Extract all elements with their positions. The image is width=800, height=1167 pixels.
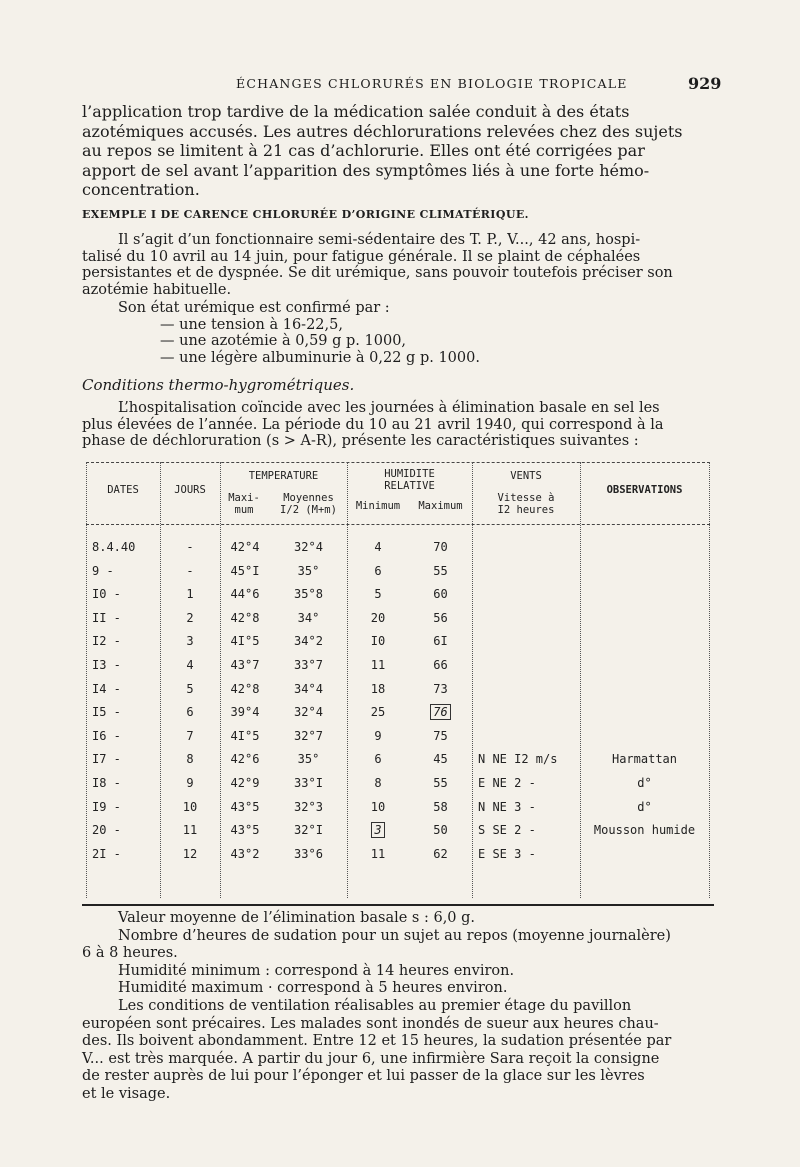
cell-jour: 3 xyxy=(186,634,194,649)
cell-vent: N NE 3 - xyxy=(478,799,536,814)
after-paragraph xyxy=(82,910,722,1104)
text-line: Les conditions de ventilation réalisables au premier étage du pavillon xyxy=(118,997,632,1014)
boxed-value: 76 xyxy=(430,704,450,720)
cell-hmax: 45 xyxy=(433,752,448,767)
cell-max: 42°8 xyxy=(230,610,260,625)
page-number: 929 xyxy=(688,74,722,93)
cell-jour: 7 xyxy=(186,728,194,743)
text-line: concentration. xyxy=(82,180,200,199)
cell-min: 5 xyxy=(374,587,382,602)
cell-vent: E NE 2 - xyxy=(478,776,536,790)
cell-max: 42°9 xyxy=(230,776,260,790)
table-row xyxy=(82,634,714,654)
cell-max: 43°5 xyxy=(230,799,260,814)
cell-jour: 12 xyxy=(182,846,198,861)
cell-date: I8 - xyxy=(92,776,121,790)
confirm-item: — une légère albuminurie à 0,22 g p. 1000. xyxy=(160,349,480,366)
cell-jour: 8 xyxy=(186,752,194,767)
cell-jour: 2 xyxy=(186,610,194,625)
cell-date: I7 - xyxy=(92,752,121,767)
text-line: Il s’agit d’un fonctionnaire semi-sédentaire des T. P., V..., 42 ans, hospi- xyxy=(118,232,641,248)
cell-jour: 6 xyxy=(186,705,194,720)
cell-date: II - xyxy=(92,610,121,625)
cell-min: 8 xyxy=(374,776,382,790)
running-title: ÉCHANGES CHLORURÉS EN BIOLOGIE TROPICALE xyxy=(236,76,628,91)
cell-date: 9 - xyxy=(92,563,114,578)
cell-date: 20 - xyxy=(92,823,121,838)
text-line: Humidité maximum · correspond à 5 heures environ. xyxy=(118,980,508,997)
cell-moy: 32°3 xyxy=(294,799,323,814)
cell-max: 43°7 xyxy=(230,658,260,672)
text-line: Nombre d’heures de sudation pour un sujet au repos (moyenne journalère) xyxy=(118,927,671,944)
cell-hmax: 62 xyxy=(433,846,448,861)
cell-moy: 35° xyxy=(297,563,320,578)
table-row xyxy=(82,587,714,607)
cell-hmax: 55 xyxy=(433,563,448,578)
table-row xyxy=(82,705,714,725)
text-line: Valeur moyenne de l’élimination basale s : 6,0 g. xyxy=(118,910,476,926)
cell-obs: d° xyxy=(637,799,652,814)
header-dates: DATES xyxy=(107,484,139,496)
header-vents: VENTS xyxy=(510,470,542,482)
cell-max: 45°I xyxy=(230,563,260,578)
confirm-item: — une azotémie à 0,59 g p. 1000, xyxy=(160,333,407,349)
header-temperature: TEMPERATURE xyxy=(248,470,319,482)
cell-jour: 1 xyxy=(186,587,194,602)
cell-date: I4 - xyxy=(92,681,121,696)
text-line: azotémiques accusés. Les autres déchlorurations relevées chez des sujets xyxy=(82,121,683,141)
confirm-intro: Son état urémique est confirmé par : xyxy=(118,300,390,316)
table-row xyxy=(82,658,714,678)
cell-moy: 34°2 xyxy=(294,634,323,649)
cell-hmax: 66 xyxy=(433,658,448,672)
cell-date: I2 - xyxy=(92,634,121,649)
table-row xyxy=(82,682,714,702)
cell-moy: 32°4 xyxy=(294,540,323,554)
cell-date: I6 - xyxy=(92,728,121,743)
cell-vent: E SE 3 - xyxy=(478,846,536,861)
table-row xyxy=(82,729,714,749)
cell-min: 25 xyxy=(370,705,386,720)
boxed-value: 3 xyxy=(371,822,384,838)
cell-hmax: 56 xyxy=(433,610,448,625)
cell-obs: Harmattan xyxy=(611,752,678,767)
cell-jour: - xyxy=(186,563,194,578)
cell-min: 6 xyxy=(374,752,382,767)
cell-min: 18 xyxy=(370,681,386,696)
cell-max: 42°8 xyxy=(230,681,260,696)
cell-date: I3 - xyxy=(92,658,121,672)
cell-jour: 5 xyxy=(186,681,194,696)
conditions-paragraph xyxy=(82,400,722,450)
header-observations: OBSERVATIONS xyxy=(606,484,683,496)
cell-moy: 35° xyxy=(297,752,320,767)
text-line: et le visage. xyxy=(82,1085,171,1102)
cell-jour: 9 xyxy=(186,776,194,790)
cell-jour: - xyxy=(186,540,194,554)
cell-hmax: 50 xyxy=(433,823,448,838)
cell-hmax: 55 xyxy=(433,776,448,790)
cell-min: 9 xyxy=(374,728,382,743)
header-temp-moy: Moyennes I/2 (M+m) xyxy=(280,492,337,516)
text-line: L’hospitalisation coïncide avec les journées à élimination basale en sel les xyxy=(118,400,660,416)
example-heading: EXEMPLE I DE CARENCE CHLORURÉE D’ORIGINE CLIMATÉRIQUE. xyxy=(82,208,529,221)
cell-moy: 34°4 xyxy=(294,681,323,696)
cell-hmax: 70 xyxy=(433,540,448,554)
running-header xyxy=(0,74,800,96)
cell-min: 6 xyxy=(374,563,382,578)
cell-vent: S SE 2 - xyxy=(478,823,536,838)
cell-min: 10 xyxy=(370,799,386,814)
cell-moy: 33°I xyxy=(294,776,323,790)
table-rule xyxy=(86,524,710,525)
text-line: persistantes et de dyspnée. Se dit urémique, sans pouvoir toutefois préciser son xyxy=(82,265,673,281)
cell-date: I0 - xyxy=(92,587,121,602)
cell-min: 20 xyxy=(370,610,386,625)
header-hum-min: Minimum xyxy=(355,500,401,512)
table-row xyxy=(82,540,714,560)
cell-hmax: 60 xyxy=(433,587,448,602)
table-row xyxy=(82,752,714,772)
table-row xyxy=(82,847,714,867)
cell-max: 42°6 xyxy=(230,752,260,767)
cell-hmax: 58 xyxy=(433,799,448,814)
cell-date: 2I - xyxy=(92,846,121,861)
header-jours: JOURS xyxy=(174,484,206,496)
table-row xyxy=(82,611,714,631)
text-line: des. Ils boivent abondamment. Entre 12 et 15 heures, la sudation présentée par xyxy=(82,1033,672,1050)
cell-hmax: 75 xyxy=(433,728,448,743)
cell-moy: 32°4 xyxy=(294,705,323,720)
cell-moy: 32°I xyxy=(294,823,323,838)
cell-min: I0 xyxy=(370,634,386,649)
cell-max: 43°5 xyxy=(230,823,260,838)
text-line: phase de déchloruration (s > A-R), présente les caractéristiques suivantes : xyxy=(82,433,639,449)
text-line: au repos se limitent à 21 cas d’achlorurie. Elles ont été corrigées par xyxy=(82,141,645,160)
cell-max: 4I°5 xyxy=(230,634,260,649)
table-rule xyxy=(86,462,710,463)
text-line: européen sont précaires. Les malades sont inondés de sueur aux heures chau- xyxy=(82,1015,659,1032)
cell-hmax xyxy=(409,705,472,719)
cell-min: 11 xyxy=(370,658,386,672)
header-hum-max: Maximum xyxy=(418,500,463,512)
intro-paragraph xyxy=(82,102,722,200)
text-line: de rester auprès de lui pour l’éponger et lui passer de la glace sur les lèvres xyxy=(82,1068,645,1085)
text-line: l’application trop tardive de la médication salée conduit à des états xyxy=(82,102,630,121)
cell-max: 39°4 xyxy=(230,705,260,720)
cell-vent: N NE I2 m/s xyxy=(478,752,558,767)
cell-moy: 34° xyxy=(297,610,320,625)
table-row xyxy=(82,564,714,584)
text-line: apport de sel avant l’apparition des symptômes liés à une forte hémo- xyxy=(82,160,650,180)
table-row xyxy=(82,776,714,796)
confirm-item: — une tension à 16-22,5, xyxy=(160,316,343,333)
cell-jour: 4 xyxy=(186,658,194,672)
cell-hmax: 6I xyxy=(433,634,448,649)
text-line: plus élevées de l’année. La période du 10 au 21 avril 1940, qui correspond à la xyxy=(82,416,664,433)
cell-moy: 35°8 xyxy=(294,587,323,602)
cell-min xyxy=(347,823,409,837)
text-line: V... est très marquée. A partir du jour 6, une infirmière Sara reçoit la consigne xyxy=(82,1050,660,1067)
cell-max: 4I°5 xyxy=(230,728,260,743)
cell-date: I5 - xyxy=(92,705,121,720)
cell-jour: 10 xyxy=(182,799,198,814)
cell-jour: 11 xyxy=(182,823,198,838)
conditions-heading: Conditions thermo-hygrométriques. xyxy=(82,376,355,394)
cell-date: I9 - xyxy=(92,799,121,814)
text-line: Humidité minimum : correspond à 14 heures environ. xyxy=(118,962,515,979)
cell-min: 11 xyxy=(370,846,386,861)
cell-max: 42°4 xyxy=(230,540,260,554)
climate-table xyxy=(82,456,714,902)
text-line: azotémie habituelle. xyxy=(82,281,232,298)
table-row xyxy=(82,800,714,820)
cell-obs: d° xyxy=(637,776,652,790)
cell-max: 43°2 xyxy=(230,846,260,861)
header-humidite: HUMIDITE RELATIVE xyxy=(384,468,435,492)
cell-moy: 32°7 xyxy=(294,728,323,743)
header-vents-sub: Vitesse à I2 heures xyxy=(497,492,555,516)
table-row xyxy=(82,823,714,843)
text-line: talisé du 10 avril au 14 juin, pour fatigue générale. Il se plaint de céphalées xyxy=(82,248,641,265)
header-temp-max: Maxi- mum xyxy=(228,492,260,516)
cell-moy: 33°6 xyxy=(294,846,323,861)
cell-date: 8.4.40 xyxy=(92,540,136,554)
cell-hmax: 73 xyxy=(433,681,448,696)
cell-moy: 33°7 xyxy=(294,658,323,672)
cell-min: 4 xyxy=(374,540,382,554)
confirm-block xyxy=(82,300,722,366)
text-line: 6 à 8 heures. xyxy=(82,945,178,962)
table-bottom-rule xyxy=(82,904,714,906)
cell-obs: Mousson humide xyxy=(593,823,696,838)
cell-max: 44°6 xyxy=(230,587,260,602)
case-paragraph xyxy=(82,232,722,298)
